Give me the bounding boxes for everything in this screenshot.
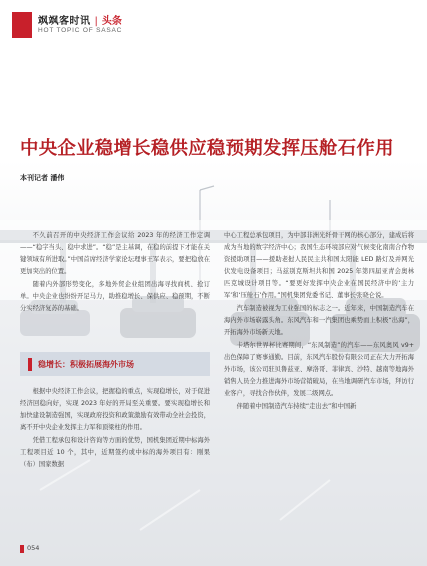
paragraph: 卡塔尔世界杯比赛期间，“东风制造”的汽车——东风奥风 v9+ 出色保障了赛事通勤。目前，东风汽车股份有限公司正在大力开拓海外市场，该公司驻贝鲁兹亚、摩洛哥、菲律宾、沙特、越南等地海外销售人员全力推进海外市场营销破局，在当地调研汽车市场，拜访行业客户，寻找合作伙伴，发展二级网点。 [224, 342, 414, 397]
article-title: 中央企业稳增长稳供应稳预期发挥压舱石作用 [20, 138, 394, 159]
paragraph: 随着内外部形势变化，多地外贸企业组团出海寻找商机、抢订单。中央企业也纷纷开足马力，助推稳增长、保供应、稳预期，不断分实经济复苏的基础。 [20, 281, 210, 312]
header-separator: | [94, 16, 98, 27]
paragraph: 根据中央经济工作会议，把握稳的重点，实现稳增长，对于促进经济回稳向好，实现 2023 年好的开局至关重要。要实现稳增长和加快建设制造强国，实现政府投资和政策激励有效带动全社会投资，离不开中央企业发挥主力军和顶梁柱的作用。 [20, 388, 210, 431]
paragraph: 中心工程总承包项目，为中部非洲光纤骨干网的核心部分，建成后将成为当地的数字经济中心；我国生态环境部应对气候变化南南合作物资援助项目——援助老挝人民民主共和国太阳能 LED 路灯及并网光伏发电设备项目；马兹别克斯坦共和国 2025 年第四届亚青会奥林匹克城设计项目等。“要更好发挥中央企业在国民经济中的‘主力军’和‘压舱石’作用。”国机集团党委书记、董事长张晓仑说。 [224, 232, 414, 299]
column-name: 飒飒客时讯 [38, 16, 91, 27]
paragraph: 凭借工程承包和设计咨询等方面的优势，国机集团近期中标海外工程项目近 10 个，其中，近期签约或中标的海外项目有：刚果（布）国家数据 [20, 437, 210, 468]
sub-heading [20, 352, 210, 376]
page-number-marker [20, 545, 24, 553]
right-column [224, 230, 414, 414]
byline: 本刊记者 潘伟 [20, 174, 65, 182]
header-accent-bar [12, 12, 32, 38]
paragraph: 汽车制造被视为工业强国的标志之一。近年来，中国制造汽车在海内外市场崭露头角。东风汽车和一汽集团也乘势而上积极“出海”，开拓海外市场新天地。 [224, 305, 414, 336]
header-english: HOT TOPIC OF SASAC [38, 27, 123, 34]
paragraph: 不久前召开的中央经济工作会议给 2023 年的经济工作定调——“稳字当头、稳中求进”。“稳”是主基调，在稳的前提下才能在关键领域有所进取。”中国首席经济学家论坛理事王军表示，要把稳放在更加突出的位置。 [20, 232, 210, 275]
paragraph: 伴随着中国制造汽车持续“走出去”和中国新 [236, 403, 357, 410]
section-name: 头条 [101, 16, 122, 27]
sub-heading-text: 稳增长：积极拓展海外市场 [38, 358, 134, 369]
page-number: 054 [27, 544, 40, 552]
sub-heading-marker [28, 358, 32, 371]
left-column-continued [20, 386, 210, 472]
left-column [20, 230, 210, 316]
header-title [38, 12, 122, 27]
